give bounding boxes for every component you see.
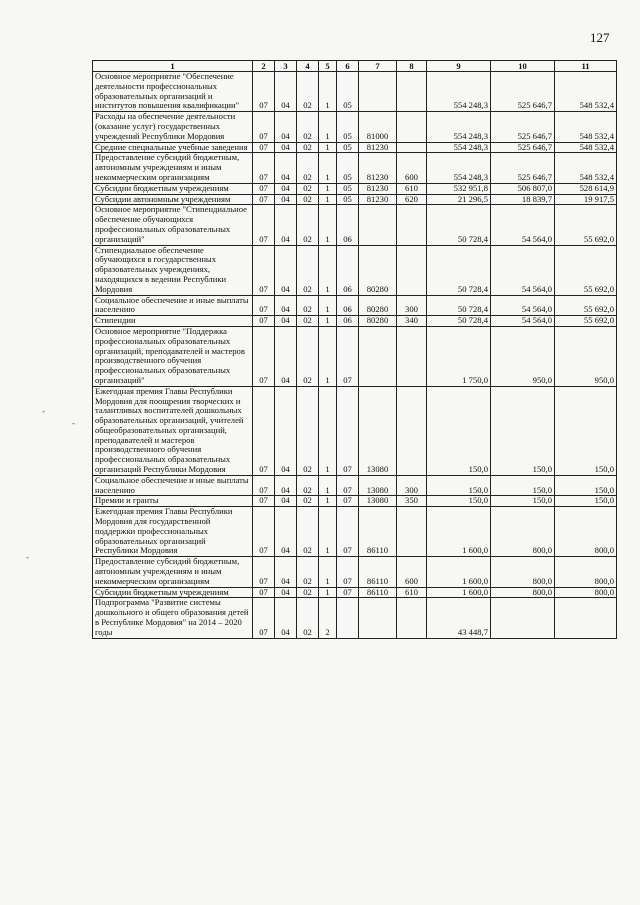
page-number: 127 — [590, 30, 610, 45]
expense-type-cell: 300 — [397, 475, 427, 496]
target-article-cell: 86110 — [359, 507, 397, 557]
code-cell: 07 — [253, 245, 275, 295]
expense-type-cell — [397, 205, 427, 245]
amount-cell: 150,0 — [427, 496, 491, 507]
code-cell: 07 — [253, 295, 275, 316]
row-name-cell: Подпрограмма "Развитие системы дошкольного и общего образования детей в Республике Мордовия" на 2014 – 2020 годы — [93, 598, 253, 638]
code-cell: 04 — [275, 112, 297, 142]
code-cell: 06 — [337, 295, 359, 316]
code-cell: 07 — [253, 475, 275, 496]
amount-cell: 43 448,7 — [427, 598, 491, 638]
amount-cell: 800,0 — [491, 587, 555, 598]
amount-cell: 55 692,0 — [555, 245, 617, 295]
amount-cell: 800,0 — [555, 557, 617, 587]
code-cell: 1 — [319, 295, 337, 316]
target-article-cell: 80280 — [359, 295, 397, 316]
code-cell: 1 — [319, 72, 337, 112]
code-cell: 02 — [297, 475, 319, 496]
column-header: 1 — [93, 61, 253, 72]
code-cell: 07 — [253, 496, 275, 507]
code-cell: 07 — [253, 587, 275, 598]
code-cell: 04 — [275, 496, 297, 507]
code-cell: 05 — [337, 194, 359, 205]
target-article-cell: 81230 — [359, 153, 397, 183]
code-cell: 07 — [253, 598, 275, 638]
row-name-cell: Ежегодная премия Главы Республики Мордовия для государственной поддержки профессиональных образовательных организаций Республики Мордовия — [93, 507, 253, 557]
code-cell: 1 — [319, 496, 337, 507]
code-cell: 1 — [319, 183, 337, 194]
amount-cell: 548 532,4 — [555, 142, 617, 153]
code-cell: 07 — [337, 496, 359, 507]
amount-cell: 18 839,7 — [491, 194, 555, 205]
amount-cell: 54 564,0 — [491, 295, 555, 316]
code-cell: 07 — [253, 194, 275, 205]
amount-cell: 800,0 — [491, 507, 555, 557]
amount-cell: 50 728,4 — [427, 205, 491, 245]
code-cell: 1 — [319, 587, 337, 598]
target-article-cell — [359, 326, 397, 386]
code-cell: 07 — [253, 507, 275, 557]
amount-cell: 150,0 — [491, 386, 555, 475]
column-header: 3 — [275, 61, 297, 72]
table-row — [93, 475, 617, 496]
amount-cell: 1 750,0 — [427, 326, 491, 386]
code-cell: 05 — [337, 112, 359, 142]
expense-type-cell: 620 — [397, 194, 427, 205]
code-cell: 04 — [275, 598, 297, 638]
code-cell: 02 — [297, 557, 319, 587]
target-article-cell: 13080 — [359, 496, 397, 507]
amount-cell: 800,0 — [555, 507, 617, 557]
expense-type-cell: 340 — [397, 316, 427, 327]
column-header: 2 — [253, 61, 275, 72]
amount-cell: 54 564,0 — [491, 316, 555, 327]
code-cell: 04 — [275, 72, 297, 112]
code-cell: 02 — [297, 598, 319, 638]
code-cell: 02 — [297, 507, 319, 557]
code-cell: 1 — [319, 475, 337, 496]
amount-cell: 55 692,0 — [555, 295, 617, 316]
column-header: 11 — [555, 61, 617, 72]
expense-type-cell: 610 — [397, 183, 427, 194]
code-cell: 04 — [275, 557, 297, 587]
amount-cell: 150,0 — [555, 475, 617, 496]
expense-type-cell: 610 — [397, 587, 427, 598]
amount-cell: 525 646,7 — [491, 72, 555, 112]
table-row — [93, 326, 617, 386]
target-article-cell: 13080 — [359, 475, 397, 496]
target-article-cell — [359, 72, 397, 112]
amount-cell: 54 564,0 — [491, 245, 555, 295]
code-cell: 1 — [319, 557, 337, 587]
code-cell: 07 — [337, 475, 359, 496]
column-header: 5 — [319, 61, 337, 72]
amount-cell: 1 600,0 — [427, 587, 491, 598]
code-cell: 06 — [337, 316, 359, 327]
amount-cell: 800,0 — [491, 557, 555, 587]
amount-cell: 532 951,8 — [427, 183, 491, 194]
expense-type-cell — [397, 142, 427, 153]
code-cell: 1 — [319, 142, 337, 153]
amount-cell: 528 614,9 — [555, 183, 617, 194]
expense-type-cell — [397, 245, 427, 295]
expense-type-cell: 600 — [397, 153, 427, 183]
amount-cell: 150,0 — [427, 386, 491, 475]
code-cell: 06 — [337, 205, 359, 245]
expense-type-cell — [397, 598, 427, 638]
amount-cell: 1 600,0 — [427, 557, 491, 587]
row-name-cell: Субсидии бюджетным учреждениям — [93, 587, 253, 598]
row-name-cell: Предоставление субсидий бюджетным, автономным учреждениям и иным некоммерческим организациям — [93, 153, 253, 183]
column-header: 10 — [491, 61, 555, 72]
code-cell: 04 — [275, 507, 297, 557]
column-header: 4 — [297, 61, 319, 72]
code-cell: 1 — [319, 326, 337, 386]
code-cell: 07 — [253, 316, 275, 327]
code-cell: 02 — [297, 386, 319, 475]
row-name-cell: Стипендии — [93, 316, 253, 327]
code-cell: 05 — [337, 142, 359, 153]
code-cell: 1 — [319, 507, 337, 557]
code-cell: 05 — [337, 72, 359, 112]
amount-cell: 525 646,7 — [491, 153, 555, 183]
target-article-cell: 81230 — [359, 183, 397, 194]
code-cell: 02 — [297, 183, 319, 194]
table-row — [93, 205, 617, 245]
row-name-cell: Субсидии автономным учреждениям — [93, 194, 253, 205]
row-name-cell: Средние специальные учебные заведения — [93, 142, 253, 153]
target-article-cell: 81230 — [359, 194, 397, 205]
budget-table — [92, 60, 617, 639]
target-article-cell: 86110 — [359, 557, 397, 587]
table-row — [93, 598, 617, 638]
code-cell: 06 — [337, 245, 359, 295]
code-cell: 07 — [253, 386, 275, 475]
column-header: 7 — [359, 61, 397, 72]
code-cell: 1 — [319, 194, 337, 205]
table-row — [93, 496, 617, 507]
code-cell: 07 — [337, 557, 359, 587]
code-cell: 07 — [253, 326, 275, 386]
row-name-cell: Ежегодная премия Главы Республики Мордовия для поощрения творческих и талантливых воспитателей дошкольных образовательных организаций, учителей общеобразовательных организаций, преподавателей и мастеров производственного обучения профессиональных образовательных организаций Республики Мордовия — [93, 386, 253, 475]
code-cell: 04 — [275, 326, 297, 386]
expense-type-cell: 350 — [397, 496, 427, 507]
amount-cell: 548 532,4 — [555, 112, 617, 142]
code-cell: 04 — [275, 245, 297, 295]
code-cell: 07 — [337, 507, 359, 557]
code-cell: 04 — [275, 153, 297, 183]
amount-cell: 525 646,7 — [491, 142, 555, 153]
table-row — [93, 142, 617, 153]
expense-type-cell: 600 — [397, 557, 427, 587]
table-row — [93, 153, 617, 183]
code-cell: 04 — [275, 316, 297, 327]
table-row — [93, 557, 617, 587]
code-cell: 07 — [253, 142, 275, 153]
target-article-cell — [359, 598, 397, 638]
row-name-cell: Социальное обеспечение и иные выплаты населению — [93, 295, 253, 316]
code-cell: 02 — [297, 153, 319, 183]
amount-cell: 150,0 — [555, 386, 617, 475]
row-name-cell: Премии и гранты — [93, 496, 253, 507]
table-row — [93, 183, 617, 194]
code-cell: 04 — [275, 142, 297, 153]
amount-cell: 55 692,0 — [555, 316, 617, 327]
table-row — [93, 72, 617, 112]
table-body — [93, 72, 617, 639]
margin-mark: - — [26, 552, 29, 562]
code-cell: 04 — [275, 475, 297, 496]
code-cell: 07 — [253, 205, 275, 245]
code-cell: 07 — [337, 587, 359, 598]
table-row — [93, 316, 617, 327]
target-article-cell: 86110 — [359, 587, 397, 598]
target-article-cell — [359, 205, 397, 245]
code-cell: 02 — [297, 245, 319, 295]
code-cell: 07 — [337, 386, 359, 475]
code-cell: 1 — [319, 386, 337, 475]
amount-cell: 548 532,4 — [555, 153, 617, 183]
code-cell: 07 — [253, 183, 275, 194]
amount-cell: 150,0 — [555, 496, 617, 507]
expense-type-cell — [397, 112, 427, 142]
margin-mark: - — [72, 418, 75, 428]
row-name-cell: Социальное обеспечение и иные выплаты населению — [93, 475, 253, 496]
target-article-cell: 80280 — [359, 316, 397, 327]
code-cell: 04 — [275, 183, 297, 194]
code-cell: 1 — [319, 245, 337, 295]
amount-cell: 525 646,7 — [491, 112, 555, 142]
amount-cell: 150,0 — [427, 475, 491, 496]
amount-cell: 554 248,3 — [427, 112, 491, 142]
amount-cell: 1 600,0 — [427, 507, 491, 557]
code-cell: 2 — [319, 598, 337, 638]
expense-type-cell — [397, 386, 427, 475]
code-cell: 07 — [253, 557, 275, 587]
column-header: 6 — [337, 61, 359, 72]
code-cell: 02 — [297, 142, 319, 153]
amount-cell: 554 248,3 — [427, 142, 491, 153]
code-cell: 02 — [297, 112, 319, 142]
amount-cell: 548 532,4 — [555, 72, 617, 112]
code-cell — [337, 598, 359, 638]
target-article-cell: 81000 — [359, 112, 397, 142]
code-cell: 05 — [337, 153, 359, 183]
amount-cell: 150,0 — [491, 496, 555, 507]
code-cell: 07 — [253, 72, 275, 112]
amount-cell: 554 248,3 — [427, 153, 491, 183]
code-cell: 04 — [275, 205, 297, 245]
table-row — [93, 587, 617, 598]
code-cell: 07 — [337, 326, 359, 386]
amount-cell: 150,0 — [491, 475, 555, 496]
table-row — [93, 112, 617, 142]
target-article-cell: 80280 — [359, 245, 397, 295]
code-cell: 1 — [319, 205, 337, 245]
target-article-cell: 13080 — [359, 386, 397, 475]
row-name-cell: Субсидии бюджетным учреждениям — [93, 183, 253, 194]
table-row — [93, 295, 617, 316]
code-cell: 07 — [253, 153, 275, 183]
row-name-cell: Предоставление субсидий бюджетным, автономным учреждениям и иным некоммерческим организациям — [93, 557, 253, 587]
row-name-cell: Основное мероприятие "Стипендиальное обеспечение обучающихся профессиональных образовательных организаций" — [93, 205, 253, 245]
code-cell: 02 — [297, 316, 319, 327]
code-cell: 05 — [337, 183, 359, 194]
expense-type-cell — [397, 326, 427, 386]
code-cell: 02 — [297, 496, 319, 507]
table-row — [93, 507, 617, 557]
code-cell: 1 — [319, 112, 337, 142]
row-name-cell: Основное мероприятие "Поддержка профессиональных образовательных организаций, преподавателей и мастеров производственного обучения профессиональных образовательных организаций" — [93, 326, 253, 386]
amount-cell: 506 807,0 — [491, 183, 555, 194]
code-cell: 02 — [297, 194, 319, 205]
amount-cell — [491, 598, 555, 638]
code-cell: 1 — [319, 316, 337, 327]
code-cell: 02 — [297, 587, 319, 598]
row-name-cell: Основное мероприятие "Обеспечение деятельности профессиональных образовательных организаций и институтов повышения квалификации" — [93, 72, 253, 112]
amount-cell: 19 917,5 — [555, 194, 617, 205]
amount-cell: 554 248,3 — [427, 72, 491, 112]
code-cell: 04 — [275, 194, 297, 205]
code-cell: 1 — [319, 153, 337, 183]
amount-cell: 55 692,0 — [555, 205, 617, 245]
row-name-cell: Стипендиальное обеспечение обучающихся в государственных образовательных учреждениях, находящихся в ведении Республики Мордовия — [93, 245, 253, 295]
table-row — [93, 386, 617, 475]
amount-cell: 50 728,4 — [427, 295, 491, 316]
amount-cell: 21 296,5 — [427, 194, 491, 205]
code-cell: 02 — [297, 295, 319, 316]
expense-type-cell — [397, 72, 427, 112]
expense-type-cell — [397, 507, 427, 557]
margin-mark: - — [42, 406, 45, 416]
amount-cell: 54 564,0 — [491, 205, 555, 245]
column-header: 9 — [427, 61, 491, 72]
amount-cell: 50 728,4 — [427, 245, 491, 295]
code-cell: 02 — [297, 205, 319, 245]
table-header-row — [93, 61, 617, 72]
table-row — [93, 194, 617, 205]
code-cell: 07 — [253, 112, 275, 142]
code-cell: 02 — [297, 72, 319, 112]
column-header: 8 — [397, 61, 427, 72]
code-cell: 04 — [275, 386, 297, 475]
table-row — [93, 245, 617, 295]
amount-cell: 800,0 — [555, 587, 617, 598]
amount-cell — [555, 598, 617, 638]
row-name-cell: Расходы на обеспечение деятельности (оказание услуг) государственных учреждений Республики Мордовия — [93, 112, 253, 142]
code-cell: 02 — [297, 326, 319, 386]
amount-cell: 950,0 — [491, 326, 555, 386]
amount-cell: 50 728,4 — [427, 316, 491, 327]
target-article-cell: 81230 — [359, 142, 397, 153]
expense-type-cell: 300 — [397, 295, 427, 316]
code-cell: 04 — [275, 295, 297, 316]
code-cell: 04 — [275, 587, 297, 598]
amount-cell: 950,0 — [555, 326, 617, 386]
